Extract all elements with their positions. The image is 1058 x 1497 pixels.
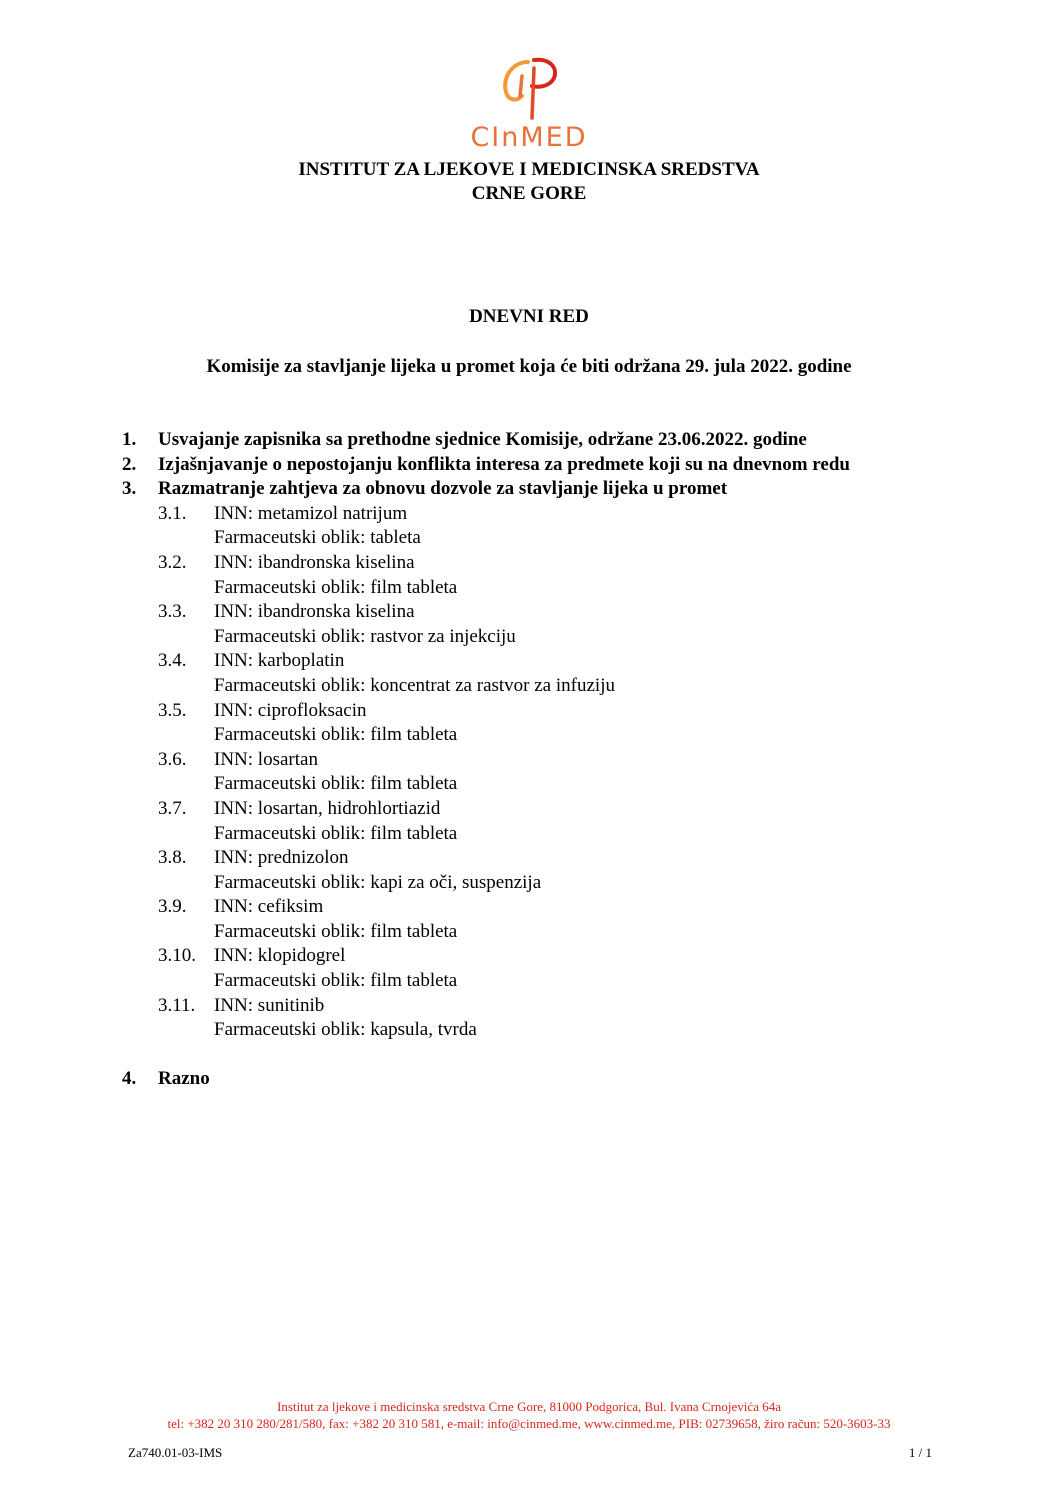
agenda-subitem (122, 994, 902, 1043)
subitem-number: 3.11. (158, 994, 196, 1016)
agenda-subitem (122, 699, 902, 748)
subitem-number: 3.3. (158, 601, 187, 623)
logo-mark-icon (498, 56, 560, 122)
subitem-inn: INN: losartan, hidrohlortiazid (214, 797, 441, 819)
agenda-subitem (122, 797, 902, 846)
subitem-number: 3.4. (158, 650, 187, 672)
subitem-inn: INN: ciprofloksacin (214, 699, 367, 721)
subitem-number: 3.1. (158, 502, 187, 524)
agenda-item-number: 4. (122, 1067, 137, 1089)
subitem-form: Farmaceutski oblik: tableta (214, 527, 421, 549)
agenda-subitem (122, 649, 902, 698)
subitem-inn: INN: karboplatin (214, 650, 345, 672)
agenda-subitem (122, 944, 902, 993)
spacer (122, 1043, 902, 1067)
document-title: DNEVNI RED (469, 306, 589, 327)
document-reference: Za740.01-03-IMS (128, 1445, 223, 1460)
document-subtitle: Komisije za stavljanje lijeka u promet koja će biti održana 29. jula 2022. godine (206, 356, 852, 377)
agenda-list (122, 428, 902, 1091)
subitem-number: 3.10. (158, 945, 196, 967)
subitem-inn: INN: metamizol natrijum (214, 502, 408, 524)
agenda-subitem (122, 846, 902, 895)
subitem-form: Farmaceutski oblik: kapi za oči, suspenzija (214, 871, 542, 893)
institute-country: CRNE GORE (471, 183, 587, 204)
agenda-subitem (122, 551, 902, 600)
subitem-inn: INN: cefiksim (214, 896, 324, 918)
footer-contact-details: tel: +382 20 310 280/281/580, fax: +382 20 310 581, e-mail: info@cinmed.me, www.cinmed.me, PIB: 02739658, žiro račun: 520-3603-33 (167, 1416, 891, 1431)
agenda-item (122, 1067, 902, 1092)
subitem-form: Farmaceutski oblik: film tableta (214, 970, 458, 992)
subitem-inn: INN: ibandronska kiselina (214, 601, 415, 623)
subitem-number: 3.6. (158, 748, 187, 770)
footer-contact (0, 1398, 1058, 1432)
agenda-item-text: Razmatranje zahtjeva za obnovu dozvole za stavljanje lijeka u promet (158, 478, 728, 500)
subitem-number: 3.5. (158, 699, 187, 721)
cinmed-logo (462, 56, 596, 154)
subitem-form: Farmaceutski oblik: film tableta (214, 822, 458, 844)
agenda-item-number: 1. (122, 429, 137, 450)
subitem-number: 3.9. (158, 896, 187, 918)
logo-text: CInMED (470, 122, 588, 153)
subitem-form: Farmaceutski oblik: film tableta (214, 576, 458, 598)
agenda-subitem (122, 502, 902, 551)
subitem-inn: INN: prednizolon (214, 847, 349, 869)
subitem-form: Farmaceutski oblik: kapsula, tvrda (214, 1019, 477, 1041)
agenda-item-number: 3. (122, 478, 137, 500)
agenda-item-text: Izjašnjavanje o nepostojanju konflikta interesa za predmete koji su na dnevnom redu (158, 453, 850, 475)
subitem-inn: INN: klopidogrel (214, 945, 346, 967)
subitem-form: Farmaceutski oblik: film tableta (214, 773, 458, 795)
subitem-inn: INN: losartan (214, 748, 318, 770)
subitem-form: Farmaceutski oblik: film tableta (214, 920, 458, 942)
agenda-item (122, 453, 902, 478)
agenda-item-text: Razno (158, 1067, 210, 1089)
agenda-item (122, 477, 902, 502)
agenda-item-number: 2. (122, 453, 137, 475)
subitem-number: 3.8. (158, 847, 187, 869)
subitem-inn: INN: ibandronska kiselina (214, 551, 415, 573)
agenda-subitem (122, 600, 902, 649)
subitem-form: Farmaceutski oblik: koncentrat za rastvor za infuziju (214, 674, 615, 696)
agenda-subitem (122, 748, 902, 797)
subitem-form: Farmaceutski oblik: film tableta (214, 724, 458, 746)
subitem-form: Farmaceutski oblik: rastvor za injekciju (214, 625, 516, 647)
agenda-item (122, 428, 902, 453)
subitem-number: 3.7. (158, 797, 187, 819)
agenda-item-text: Usvajanje zapisnika sa prethodne sjednice Komisije, održane 23.06.2022. godine (158, 429, 807, 450)
subitem-inn: INN: sunitinib (214, 994, 325, 1016)
agenda-subitem (122, 895, 902, 944)
footer-address: Institut za ljekove i medicinska sredstva Crne Gore, 81000 Podgorica, Bul. Ivana Crnojevića 64a (277, 1399, 781, 1414)
page-number: 1 / 1 (908, 1445, 932, 1460)
subitem-number: 3.2. (158, 551, 187, 573)
institute-name: INSTITUT ZA LJEKOVE I MEDICINSKA SREDSTVA (298, 159, 760, 180)
